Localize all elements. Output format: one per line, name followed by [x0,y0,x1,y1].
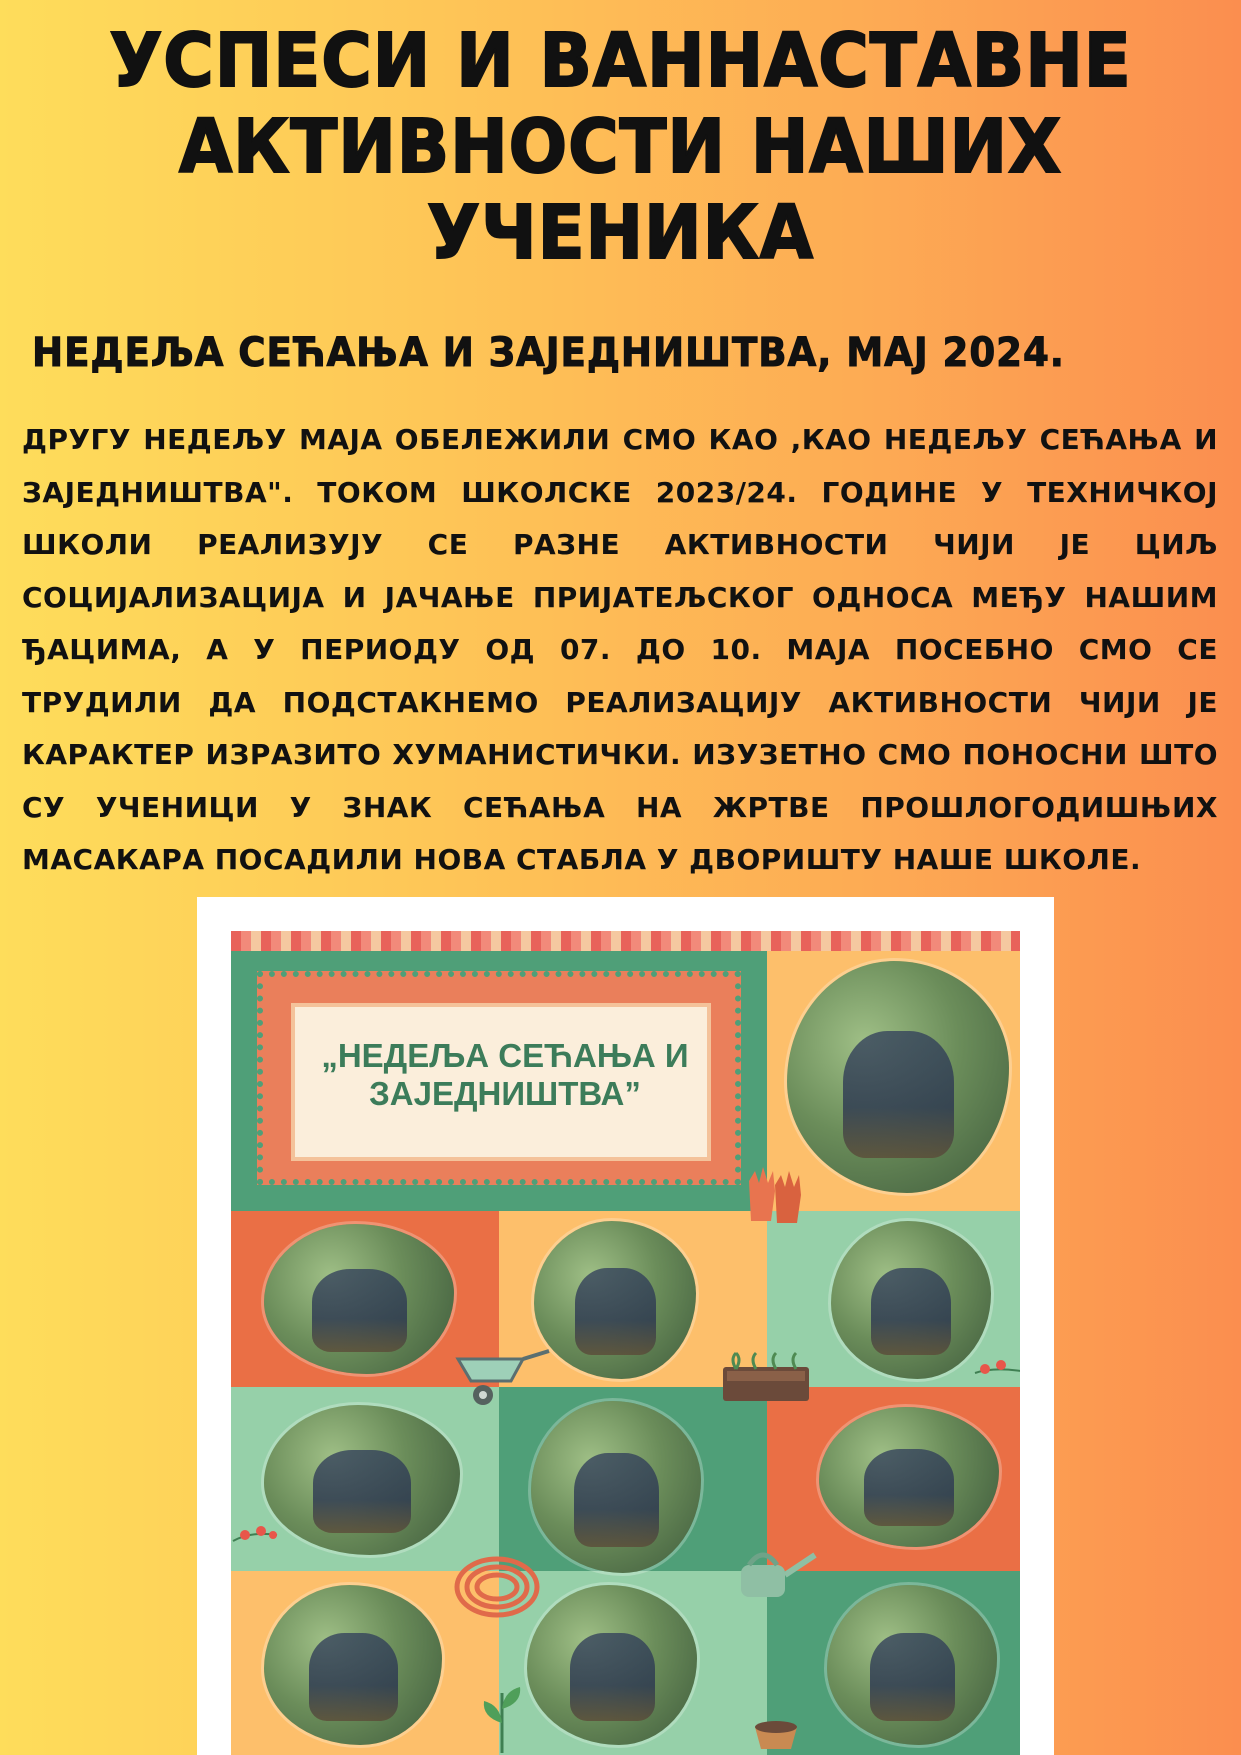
page-title [43,18,1197,276]
photo-two-girls [264,1585,442,1745]
collage-image [231,931,1020,1755]
watering-can-icon [731,1545,821,1605]
photo-planted-trees [827,1585,997,1745]
flower-sprig-icon [231,1511,281,1551]
section-heading: НЕДЕЉА СЕЋАЊА И ЗАЈЕДНИШТВА, МАЈ 2024. [32,330,1065,376]
photo-students-at-building [527,1585,697,1745]
photo-schoolyard-planting [531,1401,701,1573]
stamp-title-line-2: ЗАЈЕДНИШТВА” [369,1075,641,1112]
photo-students-kneeling [264,1405,460,1555]
article-body: ДРУГУ НЕДЕЉУ МАЈА ОБЕЛЕЖИЛИ СМО КАО ,КАО НЕДЕЉУ СЕЋАЊА И ЗАЈЕДНИШТВА". ТОКОМ ШКОЛСКЕ 2023/24. ГОДИНЕ У ТЕХНИЧКОЈ ШКОЛИ РЕАЛИЗУЈУ СЕ РАЗНЕ АКТИВНОСТИ ЧИЈИ ЈЕ ЦИЉ СОЦИЈАЛИЗАЦИЈА И ЈАЧАЊЕ ПРИЈАТЕЉСКОГ ОДНОСА МЕЂУ НАШИМ ЂАЦИМА, А У ПЕРИОДУ ОД 07. ДО 10. МАЈА ПОСЕБНО СМО СЕ ТРУДИЛИ ДА ПОДСТАКНЕМО РЕАЛИЗАЦИЈУ АКТИВНОСТИ ЧИЈИ ЈЕ КАРАКТЕР ИЗРАЗИТО ХУМАНИСТИЧКИ. ИЗУЗЕТНО СМО ПОНОСНИ ШТО СУ УЧЕНИЦИ У ЗНАК СЕЋАЊА НА ЖРТВЕ ПРОШЛОГОДИШЊИХ МАСАКАРА ПОСАДИЛИ НОВА СТАБЛА У ДВОРИШТУ НАШЕ ШКОЛЕ. [22,423,1218,876]
stamp-border [257,971,741,1185]
page-title-line-2: АКТИВНОСТИ НАШИХ УЧЕНИКА [178,104,1063,276]
wheelbarrow-icon [453,1349,553,1409]
gloves-icon [741,1161,811,1231]
soil-pot-icon [751,1711,801,1751]
flower-border [231,931,1020,951]
stamp-paper [291,1003,711,1161]
photo-teacher-planting [831,1221,991,1379]
seedling-tray-icon [721,1345,811,1405]
flower-sprig-icon [973,1351,1020,1391]
photo-students-with-plants [534,1221,696,1379]
photo-three-students [264,1224,454,1374]
stamp-title [295,1037,715,1113]
photo-group-of-students [819,1407,999,1547]
page-title-line-1: УСПЕСИ И ВАННАСТАВНЕ [109,18,1132,104]
photo-student-digging [787,961,1009,1193]
plant-sprout-icon [477,1673,527,1753]
stamp-title-block [231,951,767,1211]
collage-image-frame [197,897,1054,1755]
garden-hose-icon [449,1551,549,1621]
stamp-title-line-1: „НЕДЕЉА СЕЋАЊА И [321,1037,689,1074]
